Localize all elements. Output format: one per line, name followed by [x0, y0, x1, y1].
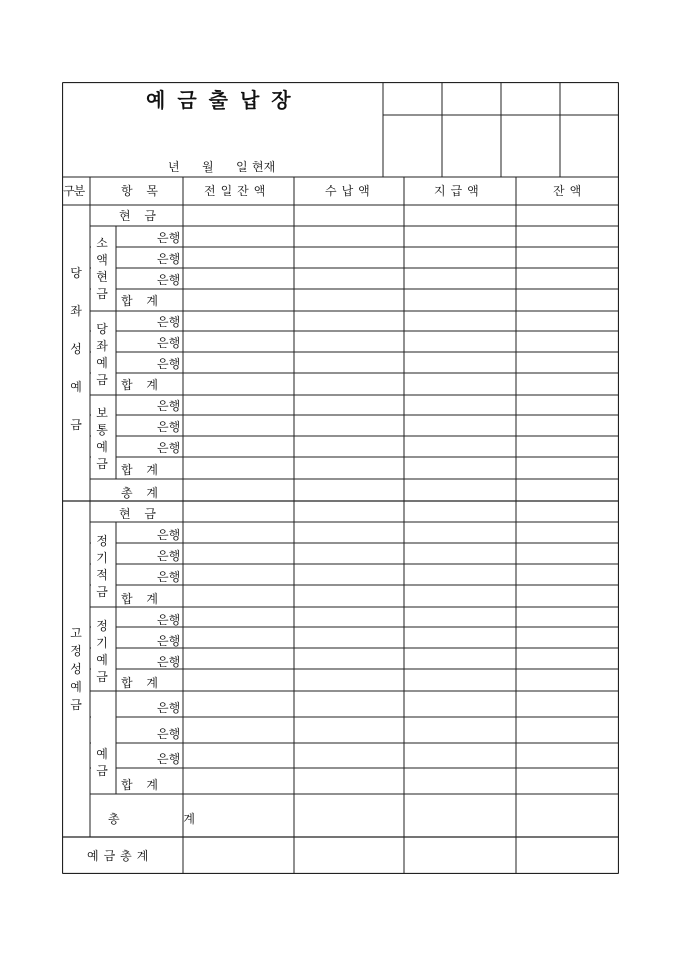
- bank-label: 은행: [157, 727, 181, 741]
- header-payments: 지급액: [434, 184, 484, 198]
- vchar: 금: [70, 418, 82, 432]
- form-title: 예금출납장: [146, 88, 303, 112]
- ledger-grid: [62, 82, 619, 874]
- vchar: 예: [70, 680, 82, 694]
- bank-label: 은행: [157, 752, 181, 766]
- date-year-label: 년: [168, 160, 180, 174]
- bank-label: 은행: [157, 357, 181, 371]
- subtotal-label: 합 계: [121, 592, 163, 606]
- vchar: 금: [96, 764, 108, 778]
- vchar: 기: [96, 551, 108, 565]
- group-label-deposit: [94, 748, 110, 782]
- bank-label: 은행: [157, 634, 181, 648]
- bank-label: 은행: [157, 528, 181, 542]
- subtotal-label: 합 계: [121, 463, 163, 477]
- group-label-ordinary: [94, 407, 110, 475]
- vchar: 금: [96, 287, 108, 301]
- group-label-time-deposit: [94, 620, 110, 688]
- subtotal-label: 합 계: [121, 294, 163, 308]
- section-label-fixed: [67, 627, 85, 717]
- group-label-installment: [94, 535, 110, 603]
- ledger-sheet: [62, 82, 619, 874]
- vchar: 정: [70, 644, 82, 658]
- vchar: 예: [96, 653, 108, 667]
- vchar: 예: [96, 356, 108, 370]
- bank-label: 은행: [157, 441, 181, 455]
- row-label-cash: 현 금: [119, 209, 161, 223]
- vchar: 예: [96, 440, 108, 454]
- bank-label: 은행: [157, 420, 181, 434]
- subtotal-label: 합 계: [121, 378, 163, 392]
- vchar: 금: [70, 698, 82, 712]
- section-label-current: [67, 267, 85, 457]
- vchar: 금: [96, 585, 108, 599]
- header-prev-balance: 전일잔액: [204, 184, 271, 198]
- vchar: 소: [96, 236, 108, 250]
- vchar: 좌: [96, 339, 108, 353]
- subtotal-label: 합 계: [121, 778, 163, 792]
- bank-label: 은행: [157, 231, 181, 245]
- vchar: 당: [96, 322, 108, 336]
- header-category: 구분: [63, 184, 85, 198]
- bank-label: 은행: [157, 655, 181, 669]
- vchar: 좌: [70, 304, 82, 318]
- vchar: 당: [70, 266, 82, 280]
- bank-label: 은행: [157, 399, 181, 413]
- bank-label: 은행: [157, 273, 181, 287]
- vchar: 성: [70, 342, 82, 356]
- vchar: 액: [96, 253, 108, 267]
- bank-label: 은행: [157, 315, 181, 329]
- bank-label: 은행: [157, 336, 181, 350]
- vchar: 금: [96, 670, 108, 684]
- group-label-petty-cash: [94, 237, 110, 305]
- vchar: 성: [70, 662, 82, 676]
- bank-label: 은행: [157, 613, 181, 627]
- date-status-label: 현재: [252, 160, 276, 174]
- bank-label: 은행: [157, 252, 181, 266]
- header-balance: 잔액: [553, 184, 587, 198]
- vchar: 예: [96, 747, 108, 761]
- date-day-label: 일: [236, 160, 248, 174]
- vchar: 통: [96, 423, 108, 437]
- bank-label: 은행: [157, 570, 181, 584]
- total-label: 총 계: [108, 812, 225, 826]
- vchar: 정: [96, 534, 108, 548]
- total-label: 총 계: [121, 486, 163, 500]
- header-item: 항 목: [121, 184, 163, 198]
- header-receipts: 수납액: [325, 184, 375, 198]
- vchar: 현: [96, 270, 108, 284]
- date-month-label: 월: [202, 160, 214, 174]
- vchar: 정: [96, 619, 108, 633]
- row-label-cash: 현 금: [119, 507, 161, 521]
- bank-label: 은행: [157, 701, 181, 715]
- vchar: 예: [70, 380, 82, 394]
- vchar: 기: [96, 636, 108, 650]
- grand-total-label: 예금총계: [87, 849, 154, 863]
- bank-label: 은행: [157, 549, 181, 563]
- vchar: 금: [96, 457, 108, 471]
- vchar: 금: [96, 373, 108, 387]
- vchar: 고: [70, 626, 82, 640]
- group-label-checking: [94, 323, 110, 391]
- subtotal-label: 합 계: [121, 676, 163, 690]
- vchar: 보: [96, 406, 108, 420]
- vchar: 적: [96, 568, 108, 582]
